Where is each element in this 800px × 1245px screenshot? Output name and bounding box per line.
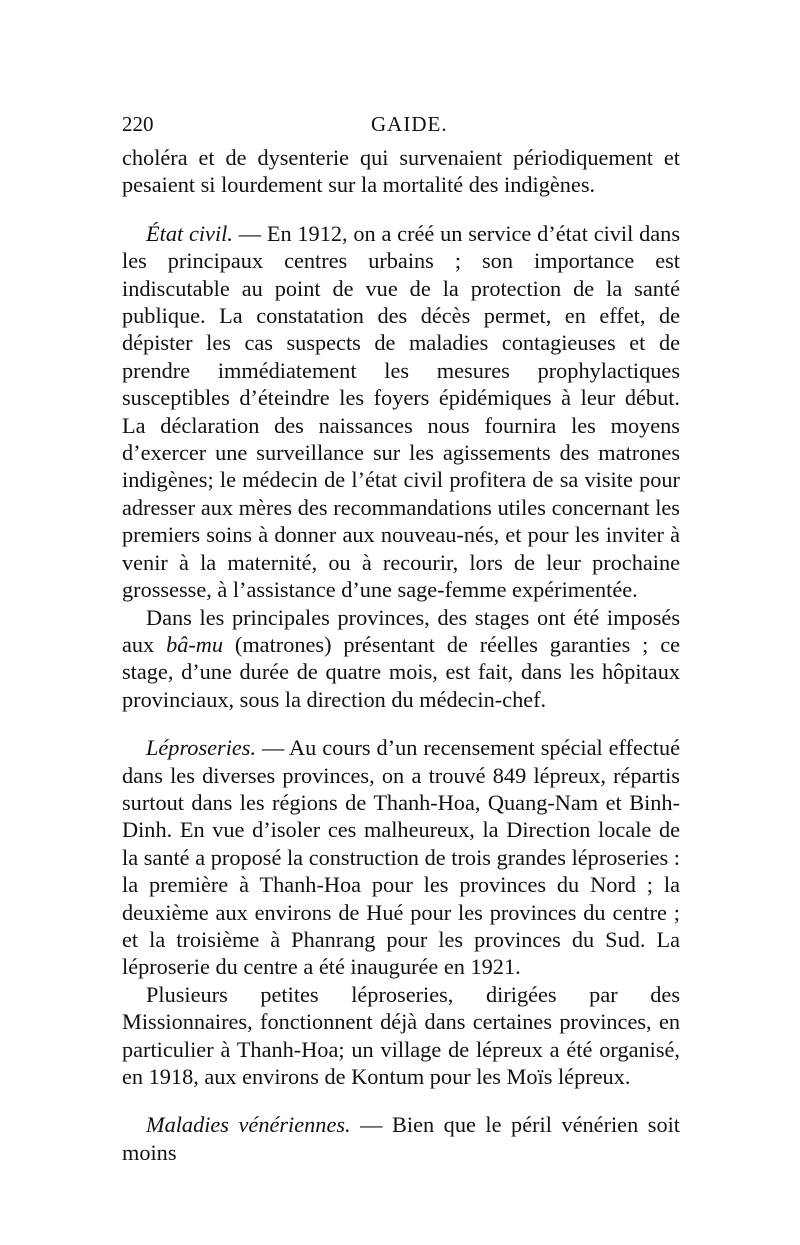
section-lead-maladies-veneriennes: Maladies vénériennes. <box>146 1112 351 1138</box>
paragraph-petites-leproseries <box>122 981 680 1091</box>
paragraph-text: (matrones) présentant de réelles garanties ; ce stage, d’une durée de quatre mois, est fait, dans les hôpitaux provinciaux, sous la direction du médecin-chef. <box>122 631 680 712</box>
paragraph-text: — Au cours d’un recensement spécial effectué dans les diverses provinces, on a trouvé 849 lépreux, répartis surtout dans les régions de Thanh-Hoa, Quang-Nam et Binh-Dinh. En vue d’isoler ces malheureux, la Direction locale de la santé a proposé la construction de trois grandes léproseries : la première à Thanh-Hoa pour les provinces du Nord ; la deuxième aux environs de Hué pour les provinces du centre ; et la troisième à Phanrang pour les provinces du Sud. La léproserie du centre a été inaugurée en 1921. <box>122 735 680 980</box>
section-lead-leproseries: Léproseries. <box>146 735 257 761</box>
paragraph-cholera-continuation <box>122 144 680 199</box>
paragraph-text: — En 1912, on a créé un service d’état civil dans les principaux centres urbains ; son importance est indiscutable au point de vue de la protection de la santé publique. La constatation des décès permet, en effet, de dépister les cas suspects de maladies contagieuses et de prendre immédiatement les mesures prophylactiques susceptibles d’éteindre les foyers épidémiques à leur début. La déclaration des naissances nous fournira les moyens d’exercer une surveillance sur les agissements des matrones indigènes; le médecin de l’état civil profitera de sa visite pour adresser aux mères des recommandations utiles concernant les premiers soins à donner aux nouveau-nés, et pour les inviter à venir à la maternité, ou à recourir, lors de leur prochaine grossesse, à l’assistance d’une sage-femme expérimentée. <box>122 220 681 603</box>
paragraph-stages-ba-mu <box>122 604 680 714</box>
paragraph-etat-civil <box>122 220 680 604</box>
paragraph-text: Dans les principales provinces, des stages ont été imposés aux <box>122 604 680 657</box>
paragraph-text: choléra et de dysenterie qui survenaient périodiquement et pesaient si lourdement sur la mortalité des indigènes. <box>122 145 680 198</box>
body-text <box>122 144 680 1166</box>
section-lead-etat-civil: État civil. <box>146 220 233 246</box>
page-number: 220 <box>122 112 154 136</box>
paragraph-text: — Bien que le péril vénérien soit moins <box>122 1112 680 1165</box>
paragraph-leproseries <box>122 734 680 981</box>
running-head: GAIDE. <box>371 112 448 136</box>
term-ba-mu: bâ-mu <box>166 631 224 657</box>
page-header <box>122 112 680 142</box>
paragraph-maladies-veneriennes <box>122 1111 680 1166</box>
paragraph-text: Plusieurs petites léproseries, dirigées par des Missionnaires, fonctionnent déjà dans certaines provinces, en particulier à Thanh-Hoa; un village de lépreux a été organisé, en 1918, aux environs de Kontum pour les Moïs lépreux. <box>122 981 680 1089</box>
